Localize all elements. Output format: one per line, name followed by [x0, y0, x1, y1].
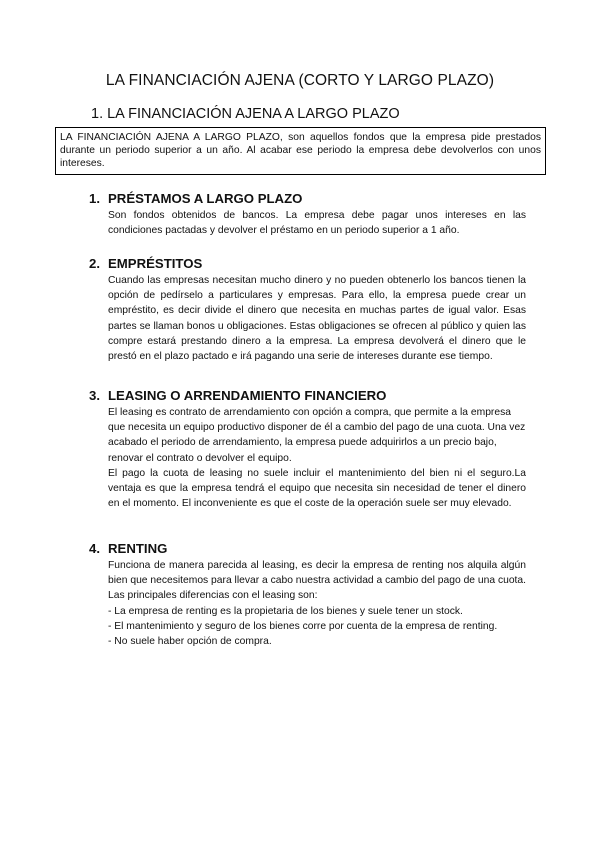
paragraph: Cuando las empresas necesitan mucho dinero y no pueden obtenerlo los bancos tienen la opción de pedírselo a particulares y empresas. Para ello, la empresa puede crear un empréstito, es decir divide el dinero que necesita en muchas partes de igual valor. Esas partes se llaman bonos u obligaciones. Estas obligaciones se ofrecen al público y quien las compre estará prestando dinero a la empresa. La empresa devolverá el dinero que le prestó en el plazo pactado e irá pagando una serie de intereses durante ese tiempo.: [108, 275, 526, 363]
intro-box: LA FINANCIACIÓN AJENA A LARGO PLAZO, son aquellos fondos que la empresa pide prestados durante un periodo superior a un año. Al acabar ese periodo la empresa debe devolverlos con unos intereses.: [55, 127, 546, 175]
paragraph: Funciona de manera parecida al leasing, es decir la empresa de renting nos alquila algún bien que necesitemos para llevar a cabo nuestra actividad a cambio del pago de una cuota. Las principales diferencias con el leasing son:: [108, 560, 526, 602]
paragraph: - No suele haber opción de compra.: [108, 636, 272, 648]
item-number: 3.: [89, 388, 100, 403]
paragraph: - La empresa de renting es la propietaria de los bienes y suele tener un stock.: [108, 605, 463, 617]
paragraph: El pago la cuota de leasing no suele incluir el mantenimiento del bien ni el seguro.La ventaja es que la empresa tendrá el equipo que necesita sin necesidad de tener el dinero en el momento. El inconveniente es que el coste de la operación suele ser muy elevado.: [108, 467, 526, 510]
item-title-renting: [89, 541, 167, 556]
item-number: 4.: [89, 541, 100, 556]
item-text-emprestitos: [108, 273, 526, 364]
item-number: 2.: [89, 256, 100, 271]
item-number: 1.: [89, 191, 100, 206]
item-text-prestamos: [108, 208, 526, 238]
page-title: LA FINANCIACIÓN AJENA (CORTO Y LARGO PLAZO): [105, 72, 495, 89]
paragraph: Son fondos obtenidos de bancos. La empresa debe pagar unos intereses en las condiciones pactadas y devolver el préstamo en un periodo superior a 1 año.: [108, 210, 526, 237]
item-title-text: EMPRÉSTITOS: [108, 256, 203, 271]
item-title-emprestitos: [89, 256, 202, 271]
item-title-text: LEASING O ARRENDAMIENTO FINANCIERO: [108, 388, 387, 403]
item-title-leasing: [89, 388, 386, 403]
item-title-prestamos: [89, 191, 302, 206]
item-title-text: RENTING: [108, 541, 168, 556]
paragraph: El leasing es contrato de arrendamiento con opción a compra, que permite a la empresa que necesita un equipo productivo disponer de él a cambio del pago de una cuota. Una vez acabado el periodo de arrendamiento, la empresa puede adquirirlos a un precio bajo, renovar el contrato o devolver el equipo.: [108, 407, 526, 464]
paragraph: - El mantenimiento y seguro de los bienes corre por cuenta de la empresa de renting.: [108, 620, 498, 632]
section-title: 1. LA FINANCIACIÓN AJENA A LARGO PLAZO: [91, 106, 400, 122]
item-text-renting: [108, 558, 526, 649]
item-title-text: PRÉSTAMOS A LARGO PLAZO: [108, 191, 303, 206]
item-text-leasing: [108, 405, 526, 511]
